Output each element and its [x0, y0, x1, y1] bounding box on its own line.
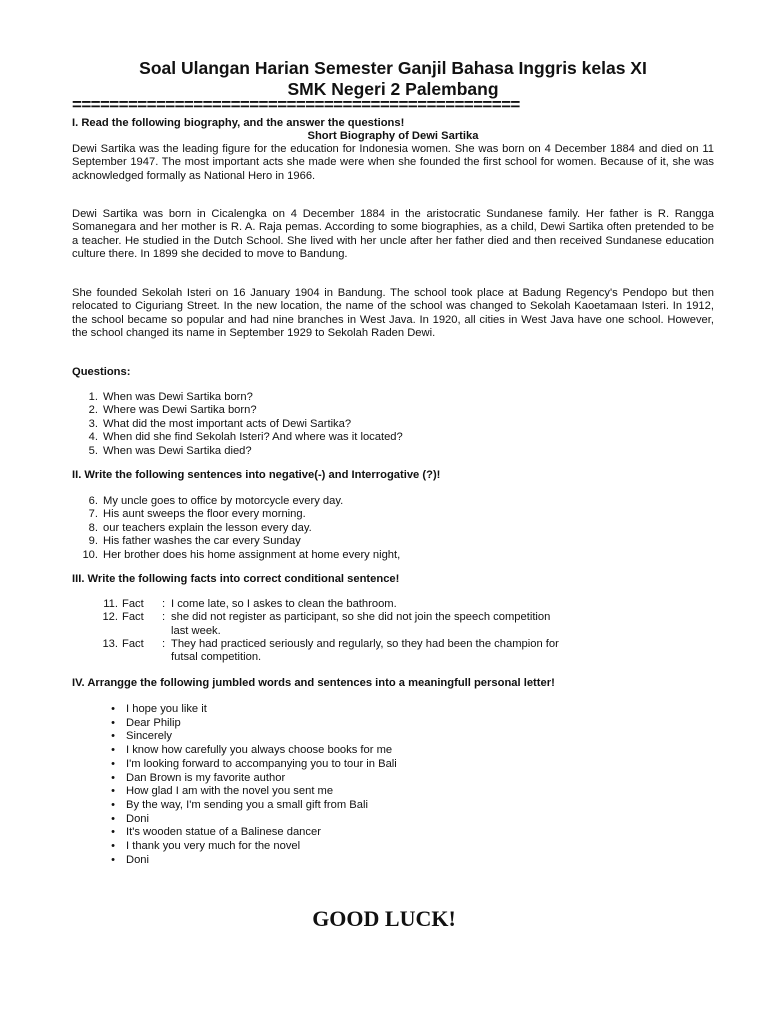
fact-label: Fact — [122, 637, 144, 650]
list-item — [72, 717, 714, 731]
list-item-text: I thank you very much for the novel — [126, 840, 301, 853]
fact-colon: : — [162, 637, 166, 650]
bullet-icon: • — [111, 826, 115, 839]
fact-item — [72, 598, 714, 611]
divider-rule: ================================================ — [72, 96, 520, 114]
question-text: Where was Dewi Sartika born? — [103, 404, 257, 417]
section-2-heading: II. Write the following sentences into negative(-) and Interrogative (?)! — [72, 469, 441, 481]
section-3-heading: III. Write the following facts into correct conditional sentence! — [72, 573, 400, 585]
biography-paragraph-2: Dewi Sartika was born in Cicalengka on 4 December 1884 in the aristocratic Sundanese family. Her father is R. Rangga Somanegara and her mother is R. A. Raja pemas. According to some biographies, as a child, Dewi Sartika often pretended to be a teacher. He studied in the Dutch School. She lived with her uncle after her father died and then received Sundanese education culture there. In 1899 she decided to move to Bandung. — [72, 208, 714, 260]
bullet-icon: • — [111, 798, 115, 811]
sentence-number: 10. — [82, 548, 98, 561]
question-item — [72, 431, 714, 444]
question-item — [72, 391, 714, 404]
question-item — [72, 418, 714, 431]
sentence-text: Her brother does his home assignment at home every night, — [103, 548, 401, 561]
sentence-text: His aunt sweeps the floor every morning. — [103, 508, 306, 521]
fact-number: 13. — [102, 637, 118, 650]
list-item-text: By the way, I'm sending you a small gift from Bali — [126, 798, 368, 811]
question-number: 2. — [88, 404, 98, 417]
biography-paragraph-3: She founded Sekolah Isteri on 16 January 1904 in Bandung. The school took place at Badung Regency's Pendopo but then relocated to Ciguriang Street. In the new location, the name of the school was changed to Sekolah Kaoetamaan Isteri. In 1912, the school became so popular and had nine branches in West Java. In 1920, all cities in West Java have one school. However, the school changed its name in September 1929 to Sekolah Raden Dewi. — [72, 287, 714, 339]
list-item — [72, 785, 714, 799]
sentence-text: His father washes the car every Sunday — [103, 535, 301, 548]
question-number: 4. — [88, 431, 98, 444]
section-1-heading: I. Read the following biography, and the answer the questions! — [72, 117, 405, 129]
biography-paragraph-1: Dewi Sartika was the leading figure for the education for Indonesia women. She was born on 4 December 1884 and died on 11 September 1947. The most important acts she made were when she founded the first school for women. Because of it, she was acknowledged formally as National Hero in 1966. — [72, 143, 714, 182]
jumbled-sentences-list — [72, 703, 714, 867]
list-item — [72, 703, 714, 717]
bullet-icon: • — [111, 771, 115, 784]
fact-label: Fact — [122, 598, 144, 610]
page-subtitle: SMK Negeri 2 Palembang — [287, 79, 499, 99]
sentence-item — [72, 508, 714, 521]
list-item-text: Doni — [126, 812, 150, 825]
page-title: Soal Ulangan Harian Semester Ganjil Bahasa Inggris kelas XI — [139, 58, 647, 78]
sentence-number: 9. — [88, 535, 98, 548]
bullet-icon: • — [111, 716, 115, 729]
list-item-text: How glad I am with the novel you sent me — [126, 785, 334, 798]
fact-continuation: futsal competition. — [171, 651, 262, 664]
list-item — [72, 813, 714, 827]
section-4-heading: IV. Arrangge the following jumbled words and sentences into a meaningfull personal letter! — [72, 677, 555, 689]
question-number: 1. — [88, 391, 98, 403]
fact-number: 12. — [102, 611, 118, 624]
list-item-text: Sincerely — [126, 730, 173, 743]
list-item-text: I hope you like it — [126, 703, 207, 715]
sentence-item — [72, 535, 714, 548]
fact-label: Fact — [122, 611, 144, 624]
sentence-item — [72, 495, 714, 508]
fact-colon: : — [162, 611, 166, 624]
question-text: When was Dewi Sartika born? — [103, 391, 253, 403]
question-text: What did the most important acts of Dewi Sartika? — [103, 417, 352, 430]
fact-number: 11. — [103, 598, 118, 610]
facts-list — [72, 598, 714, 664]
sentence-number: 6. — [88, 495, 98, 507]
bullet-icon: • — [111, 785, 115, 798]
question-number: 5. — [88, 444, 98, 457]
sentence-text: our teachers explain the lesson every day. — [103, 521, 312, 534]
list-item — [72, 730, 714, 744]
fact-continuation: last week. — [171, 624, 221, 637]
bullet-icon: • — [111, 853, 115, 866]
questions-list — [72, 391, 714, 458]
list-item — [72, 799, 714, 813]
bullet-icon: • — [111, 703, 115, 715]
list-item — [72, 758, 714, 772]
list-item-text: Dear Philip — [126, 716, 181, 729]
question-text: When was Dewi Sartika died? — [103, 444, 252, 457]
list-item-text: Dan Brown is my favorite author — [126, 771, 286, 784]
question-item — [72, 404, 714, 417]
list-item-text: I know how carefully you always choose books for me — [126, 744, 393, 757]
bullet-icon: • — [111, 840, 115, 853]
questions-label: Questions: — [72, 366, 131, 378]
fact-item — [72, 638, 714, 651]
fact-item — [72, 611, 714, 624]
list-item-text: I'm looking forward to accompanying you to tour in Bali — [126, 757, 397, 770]
question-text: When did she find Sekolah Isteri? And where was it located? — [103, 431, 403, 444]
list-item-text: Doni — [126, 853, 150, 866]
fact-text: They had practiced seriously and regularly, so they had been the champion for — [171, 637, 559, 650]
sentence-number: 8. — [88, 521, 98, 534]
list-item — [72, 744, 714, 758]
fact-text: I come late, so I askes to clean the bathroom. — [171, 598, 397, 610]
good-luck-closing: GOOD LUCK! — [312, 906, 456, 931]
sentence-item — [72, 549, 714, 562]
list-item — [72, 826, 714, 840]
sentence-number: 7. — [88, 508, 98, 521]
list-item — [72, 840, 714, 854]
bullet-icon: • — [111, 757, 115, 770]
question-item — [72, 445, 714, 458]
list-item-text: It's wooden statue of a Balinese dancer — [126, 826, 321, 839]
bullet-icon: • — [111, 812, 115, 825]
list-item — [72, 772, 714, 786]
sentence-item — [72, 522, 714, 535]
question-number: 3. — [88, 417, 98, 430]
sentences-list — [72, 495, 714, 562]
biography-title: Short Biography of Dewi Sartika — [307, 130, 479, 142]
bullet-icon: • — [111, 730, 115, 743]
bullet-icon: • — [111, 744, 115, 757]
sentence-text: My uncle goes to office by motorcycle every day. — [103, 495, 344, 507]
fact-text: she did not register as participant, so she did not join the speech competition — [171, 611, 551, 624]
list-item — [72, 854, 714, 868]
fact-colon: : — [162, 598, 166, 610]
